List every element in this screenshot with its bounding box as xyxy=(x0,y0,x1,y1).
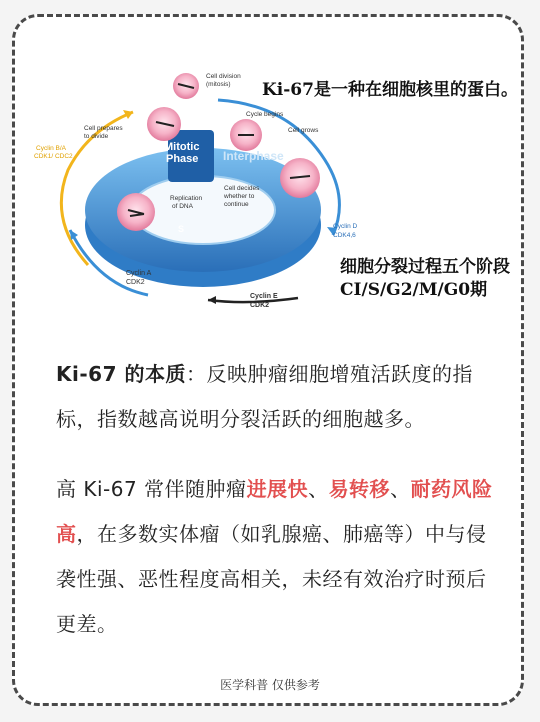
essence-heading: Ki-67 的本质 xyxy=(56,362,186,386)
label-replication: Replication xyxy=(170,195,203,202)
label-phase: Phase xyxy=(166,153,199,165)
label-cell-decides: Cell decides xyxy=(224,185,260,192)
label-cell-grows: Cell grows xyxy=(288,127,319,134)
label-g1: G1 xyxy=(272,134,285,144)
label-cyclin-a: Cyclin A xyxy=(126,270,152,277)
label-mitotic: Mitotic xyxy=(164,141,200,153)
label-cdk1-cdc2: CDK1/ CDC2 xyxy=(34,153,73,160)
highlight-fast-progression: 进展快 xyxy=(246,477,309,501)
label-interphase: Interphase xyxy=(223,149,284,163)
label-cdk2-a: CDK2 xyxy=(126,279,145,286)
label-whether-to: whether to xyxy=(224,193,255,200)
essence-text: ：反映肿瘤细胞增殖活跃度的指标，指数越高说明分裂活跃的细胞越多。 xyxy=(56,362,473,431)
label-to-divide: to divide xyxy=(84,133,109,140)
note-cell-phases: 细胞分裂过程五个阶段CI/S/G2/M/G0期 xyxy=(340,257,510,300)
highlight-metastasis: 易转移 xyxy=(328,477,391,501)
label-mitosis: (mitosis) xyxy=(206,81,231,88)
label-cdk2-e: CDK2 xyxy=(250,302,270,309)
prognosis-text-3: 、 xyxy=(390,477,411,501)
label-of-dna: of DNA xyxy=(172,203,193,210)
prognosis-text-2: 、 xyxy=(308,477,329,501)
label-m: M xyxy=(181,103,188,112)
prognosis-text-4: ，在多数实体瘤（如乳腺癌、肺癌等）中与侵袭性强、恶性程度高相关，未经有效治疗时预后更差。 xyxy=(56,522,487,636)
label-cell-division: Cell division xyxy=(206,73,241,80)
label-cyclin-e: Cyclin E xyxy=(250,293,278,300)
label-cyclin-ba: Cyclin B/A xyxy=(36,145,66,152)
label-s: S xyxy=(178,224,185,234)
note-ki67-definition: Ki-67是一种在细胞核里的蛋白。 xyxy=(262,80,518,100)
label-cell-prepares: Cell prepares xyxy=(84,125,123,132)
label-cdk46: CDK4,6 xyxy=(333,232,356,239)
highlight-drug-resistance: 耐药风险高 xyxy=(56,477,493,546)
paragraph-essence xyxy=(56,352,496,442)
label-continue: continue xyxy=(224,201,249,208)
label-g2: G2 xyxy=(108,152,121,162)
prognosis-text-1: 高 Ki-67 常伴随肿瘤 xyxy=(56,477,247,501)
paragraph-prognosis xyxy=(56,467,496,647)
footer-disclaimer: 医学科普 仅供参考 xyxy=(220,678,320,692)
label-cyclin-d: Cyclin D xyxy=(333,223,358,230)
label-cycle-begins: Cycle begins xyxy=(246,111,284,118)
